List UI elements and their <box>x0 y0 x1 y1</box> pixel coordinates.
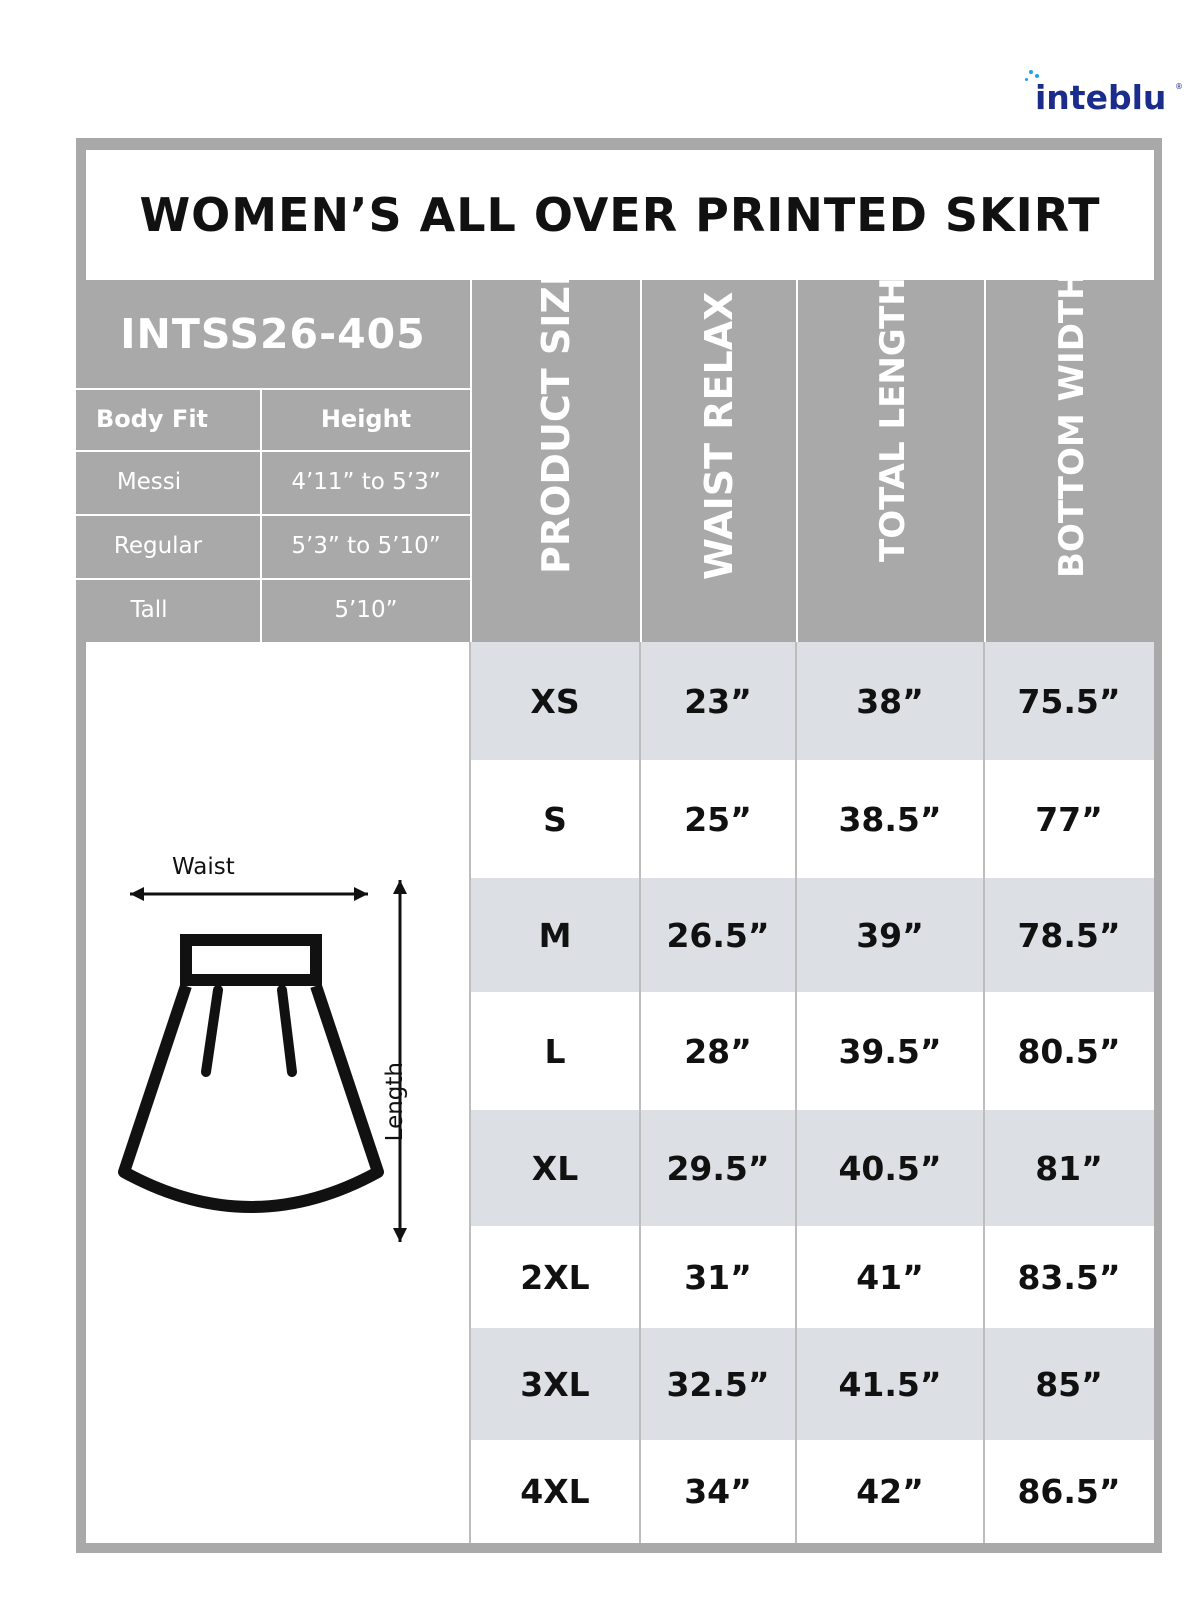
divider <box>469 642 471 1543</box>
cell-size: 4XL <box>520 1472 590 1511</box>
skirt-sketch-area <box>86 642 470 1543</box>
cell-bottom: 80.5” <box>1017 1031 1121 1071</box>
cell-length: 38.5” <box>838 799 942 839</box>
page-title: WOMEN’S ALL OVER PRINTED SKIRT <box>139 188 1101 242</box>
fit-row-regular-height: 5’3” to 5’10” <box>291 533 441 559</box>
length-label: Length <box>382 1062 408 1142</box>
cell-size: XS <box>530 681 580 721</box>
table-row <box>470 760 1154 878</box>
fit-row-tall-height: 5’10” <box>334 597 398 623</box>
table-row <box>470 1328 1154 1440</box>
fit-row-messi-name: Messi <box>116 469 182 495</box>
table-row <box>470 878 1154 992</box>
table-row <box>470 642 1154 760</box>
cell-bottom: 75.5” <box>1017 681 1121 721</box>
style-code: INTSS26-405 <box>120 310 426 358</box>
cell-waist: 25” <box>684 799 752 839</box>
column-header-product-size <box>472 260 640 642</box>
fit-row-messi-height: 4’11” to 5’3” <box>291 469 441 495</box>
divider <box>795 642 797 1543</box>
logo-trademark: ® <box>1175 82 1183 91</box>
divider <box>639 642 641 1543</box>
cell-length: 39.5” <box>838 1031 942 1071</box>
cell-waist: 26.5” <box>666 915 770 955</box>
fit-row-tall-name: Tall <box>130 597 168 623</box>
cell-size: 2XL <box>520 1257 590 1297</box>
column-label: BOTTOM WIDTH <box>1052 271 1092 578</box>
cell-waist: 28” <box>684 1031 752 1071</box>
column-header-total-length <box>798 277 984 642</box>
cell-bottom: 83.5” <box>1017 1257 1121 1297</box>
table-row <box>470 1110 1154 1226</box>
cell-length: 42” <box>856 1472 924 1511</box>
column-label: TOTAL LENGTH <box>873 277 913 562</box>
table-row <box>470 1226 1154 1328</box>
cell-bottom: 78.5” <box>1017 915 1121 955</box>
column-label: WAIST RELAX <box>697 291 741 580</box>
cell-length: 40.5” <box>838 1148 942 1188</box>
cell-bottom: 85” <box>1035 1364 1103 1404</box>
cell-waist: 29.5” <box>666 1148 770 1188</box>
table-row <box>470 1440 1154 1543</box>
divider <box>983 642 985 1543</box>
fit-row-regular-name: Regular <box>113 533 203 559</box>
logo-dot-icon <box>1025 78 1028 81</box>
logo-dot-icon <box>1029 70 1033 74</box>
title-box <box>86 150 1154 280</box>
cell-size: XL <box>531 1148 579 1188</box>
cell-bottom: 81” <box>1035 1148 1103 1188</box>
table-row <box>470 992 1154 1110</box>
divider <box>796 280 798 642</box>
waist-label: Waist <box>172 854 235 880</box>
divider <box>640 280 642 642</box>
cell-size: L <box>544 1031 566 1071</box>
cell-waist: 32.5” <box>666 1364 770 1404</box>
logo-text: inteblu <box>1035 78 1167 117</box>
cell-size: S <box>543 799 567 839</box>
cell-length: 41.5” <box>838 1364 942 1404</box>
cell-length: 41” <box>856 1257 924 1297</box>
column-header-waist-relax <box>642 280 796 642</box>
skirt-outline-icon <box>86 642 470 1543</box>
column-header-bottom-width <box>986 271 1154 642</box>
cell-waist: 23” <box>684 681 752 721</box>
fit-header-height: Height <box>320 405 412 433</box>
cell-length: 39” <box>856 915 924 955</box>
cell-length: 38” <box>856 681 924 721</box>
cell-bottom: 86.5” <box>1017 1472 1121 1511</box>
divider <box>984 280 986 642</box>
cell-bottom: 77” <box>1035 799 1103 839</box>
cell-size: M <box>538 915 572 955</box>
cell-waist: 34” <box>684 1472 752 1511</box>
cell-waist: 31” <box>684 1257 752 1297</box>
column-label: PRODUCT SIZE <box>534 260 578 574</box>
cell-size: 3XL <box>520 1364 590 1404</box>
fit-header-bodyfit: Body Fit <box>95 405 209 433</box>
brand-logo <box>1025 76 1185 126</box>
